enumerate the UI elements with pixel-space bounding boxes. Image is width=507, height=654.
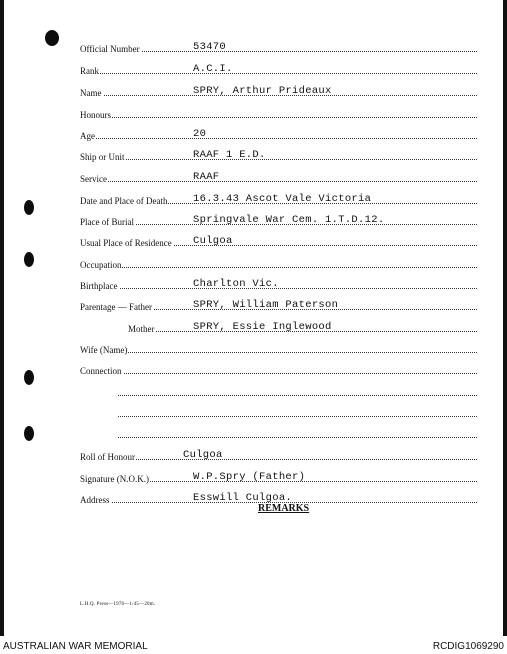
service-value: RAAF <box>193 171 220 183</box>
field-mother <box>128 320 477 334</box>
dotted-line <box>80 267 477 268</box>
field-address <box>80 491 477 505</box>
rank-value: A.C.I. <box>193 63 233 75</box>
field-ship-or-unit <box>80 148 477 162</box>
field-connection-4 <box>118 426 477 440</box>
punch-hole-2 <box>24 200 34 215</box>
field-age <box>80 127 477 141</box>
field-rank <box>80 62 477 76</box>
wife-label: Wife (Name) <box>80 345 128 355</box>
place-of-burial-label: Place of Burial <box>80 217 134 227</box>
roll-of-honour-label: Roll of Honour <box>80 452 135 462</box>
dotted-line <box>80 459 477 460</box>
dotted-line <box>80 181 477 182</box>
dotted-line <box>80 159 477 160</box>
usual-residence-value: Culgoa <box>193 235 233 247</box>
birthplace-value: Charlton Vic. <box>193 278 279 290</box>
field-parentage-father <box>80 298 477 312</box>
parentage-father-label: Parentage — Father <box>80 302 152 312</box>
connection-label: Connection <box>80 366 122 376</box>
punch-hole-3 <box>24 252 34 267</box>
place-of-burial-value: Springvale War Cem. 1.T.D.12. <box>193 214 385 226</box>
address-label: Address <box>80 495 110 505</box>
field-connection-3 <box>118 405 477 419</box>
dotted-line <box>80 373 477 374</box>
dotted-line <box>118 395 477 396</box>
card-right-edge <box>503 0 507 636</box>
field-connection <box>80 362 477 376</box>
field-honours <box>80 106 477 120</box>
punch-hole-5 <box>24 426 34 441</box>
mother-label: Mother <box>128 324 155 334</box>
name-value: SPRY, Arthur Prideaux <box>193 85 332 97</box>
occupation-label: Occupation <box>80 260 122 270</box>
name-label: Name <box>80 88 102 98</box>
field-official-number <box>80 40 477 54</box>
field-connection-2 <box>118 384 477 398</box>
honours-label: Honours <box>80 110 111 120</box>
address-value: Esswill Culgoa. <box>193 492 293 504</box>
roll-of-honour-value: Culgoa <box>183 449 223 461</box>
archive-name: AUSTRALIAN WAR MEMORIAL <box>3 641 148 652</box>
ship-or-unit-value: RAAF 1 E.D. <box>193 149 266 161</box>
date-place-death-label: Date and Place of Death <box>80 196 168 206</box>
age-label: Age <box>80 131 95 141</box>
dotted-line <box>80 117 477 118</box>
field-signature-nok <box>80 470 477 484</box>
punch-hole-1 <box>45 30 59 46</box>
dotted-line <box>80 352 477 353</box>
dotted-line <box>118 416 477 417</box>
punch-hole-4 <box>24 370 34 385</box>
field-usual-residence <box>80 234 477 248</box>
archive-record-id: RCDIG1069290 <box>432 641 504 652</box>
field-service <box>80 170 477 184</box>
field-wife <box>80 341 477 355</box>
official-number-value: 53470 <box>193 41 227 53</box>
birthplace-label: Birthplace <box>80 281 118 291</box>
field-name <box>80 84 477 98</box>
dotted-line <box>80 138 477 139</box>
archive-footer <box>0 636 507 654</box>
service-label: Service <box>80 174 107 184</box>
field-birthplace <box>80 277 477 291</box>
usual-residence-label: Usual Place of Residence <box>80 238 172 248</box>
mother-value: SPRY, Essie Inglewood <box>193 321 332 333</box>
age-value: 20 <box>193 128 207 140</box>
field-occupation <box>80 256 477 270</box>
remarks-heading: REMARKS <box>258 503 310 514</box>
signature-nok-label: Signature (N.O.K.) <box>80 474 149 484</box>
date-place-death-value: 16.3.43 Ascot Vale Victoria <box>193 193 372 205</box>
official-number-label: Official Number <box>80 44 140 54</box>
parentage-father-value: SPRY, William Paterson <box>193 299 339 311</box>
field-roll-of-honour <box>80 448 477 462</box>
card-left-edge <box>0 0 4 636</box>
dotted-line <box>118 437 477 438</box>
signature-nok-value: W.P.Spry (Father) <box>193 471 306 483</box>
field-date-place-death <box>80 192 477 206</box>
rank-label: Rank <box>80 66 99 76</box>
ship-or-unit-label: Ship or Unit <box>80 152 125 162</box>
form-printer-code: L.H.Q. Press—1976—1/45—20m. <box>80 602 156 607</box>
field-place-of-burial <box>80 213 477 227</box>
dotted-line <box>80 73 477 74</box>
